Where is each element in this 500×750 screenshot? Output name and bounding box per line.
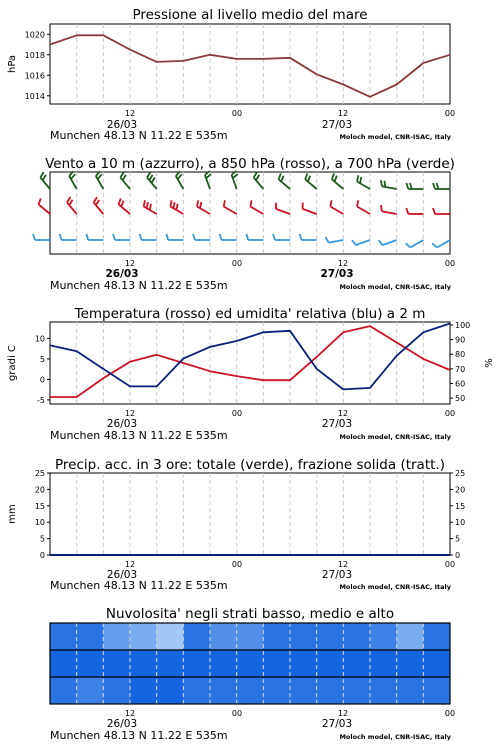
wind-barb-10m bbox=[300, 234, 317, 240]
cloud-title: Nuvolosita' negli strati basso, medio e alto bbox=[105, 606, 395, 622]
y-tick-label: 60 bbox=[455, 379, 466, 389]
y-tick-label: 10 bbox=[34, 518, 45, 528]
cloud-cell bbox=[290, 623, 317, 650]
wind-barb-700hpa bbox=[147, 172, 157, 189]
cloud-cell bbox=[343, 650, 370, 677]
wind-barb-feather bbox=[256, 175, 259, 180]
wind-barb-feather bbox=[432, 243, 437, 247]
wind-barb-700hpa bbox=[332, 173, 343, 189]
wind-barb-feather bbox=[233, 174, 238, 178]
y-tick-label: 100 bbox=[455, 320, 471, 330]
pressure-x-tick-label: 00 bbox=[444, 109, 456, 118]
cloud-cell bbox=[343, 623, 370, 650]
wind-barb-shaft bbox=[356, 240, 370, 245]
pressure-title: Pressione al livello medio del mare bbox=[132, 7, 368, 23]
wind-barb-feather bbox=[197, 200, 198, 206]
wind-barb-feather bbox=[33, 234, 35, 240]
humidity-y-axis-label: % bbox=[484, 358, 495, 368]
wind-barb-850hpa bbox=[119, 198, 130, 214]
cloud-cell bbox=[77, 677, 104, 704]
pressure-plot-frame bbox=[50, 24, 450, 104]
cloud-cell bbox=[237, 677, 264, 704]
wind-barb-feather bbox=[300, 234, 302, 240]
wind-date-label: 26/03 bbox=[105, 268, 139, 280]
y-tick-label: 5 bbox=[39, 534, 45, 544]
pressure-gridlines bbox=[77, 24, 424, 104]
cloud-cell bbox=[157, 677, 184, 704]
wind-barb-850hpa bbox=[303, 203, 317, 214]
wind-barb-10m bbox=[166, 234, 183, 240]
pressure-x-tick-label: 12 bbox=[124, 109, 136, 118]
wind-barb-feather bbox=[206, 174, 211, 178]
wind-barb-feather bbox=[96, 200, 99, 205]
cloud-cell bbox=[397, 677, 424, 704]
wind-barb-feather bbox=[332, 173, 334, 179]
precipitation-x-tick-label: 00 bbox=[231, 560, 243, 569]
temperature-date-label: 27/03 bbox=[321, 418, 353, 430]
wind-barb-850hpa bbox=[250, 200, 263, 214]
cloud-credit-label: Moloch model, CNR-ISAC, Italy bbox=[339, 733, 451, 741]
wind-barb-shaft bbox=[329, 240, 344, 243]
wind-barb-feather bbox=[86, 234, 88, 240]
pressure-line bbox=[50, 35, 450, 97]
y-tick-label: 5 bbox=[455, 534, 461, 544]
y-tick-label: -5 bbox=[37, 395, 45, 405]
wind-barb-700hpa bbox=[96, 171, 104, 189]
y-tick-label: 10 bbox=[34, 334, 45, 344]
wind-barb-shaft bbox=[40, 178, 50, 189]
cloud-cell bbox=[103, 650, 130, 677]
temperature-x-tick-label: 00 bbox=[231, 409, 243, 418]
wind-barb-feather bbox=[173, 202, 174, 208]
cloud-cell bbox=[370, 677, 397, 704]
wind-barb-feather bbox=[98, 174, 102, 179]
wind-barb-feather bbox=[147, 202, 148, 208]
pressure-y-axis-label: hPa bbox=[7, 54, 18, 74]
wind-x-tick-label: 00 bbox=[231, 259, 243, 268]
precipitation-x-axis bbox=[107, 560, 455, 581]
precipitation-plot-frame bbox=[50, 473, 450, 555]
wind-barb-feather bbox=[200, 202, 201, 208]
wind-barb-feather bbox=[121, 201, 123, 207]
wind-barb-feather bbox=[250, 200, 251, 206]
wind-barb-10m bbox=[432, 240, 450, 248]
pressure-y-ticks bbox=[25, 30, 50, 101]
wind-barb-shaft bbox=[279, 179, 290, 189]
wind-barb-feather bbox=[149, 175, 152, 180]
pressure-station-label: Munchen 48.13 N 11.22 E 535m bbox=[50, 129, 228, 142]
wind-barb-10m bbox=[220, 234, 237, 240]
cloud-cell bbox=[183, 623, 210, 650]
wind-barb-10m bbox=[193, 234, 210, 240]
precipitation-credit-label: Moloch model, CNR-ISAC, Italy bbox=[339, 583, 451, 591]
cloud-cell bbox=[397, 650, 424, 677]
wind-barb-shaft bbox=[94, 203, 104, 214]
wind-barb-feather bbox=[352, 240, 356, 245]
cloud-cell bbox=[50, 677, 77, 704]
wind-date-label: 27/03 bbox=[320, 268, 354, 280]
temperature-humidity-series bbox=[50, 324, 450, 398]
wind-barb-feather bbox=[406, 183, 408, 189]
cloud-cell bbox=[183, 650, 210, 677]
wind-credit-label: Moloch model, CNR-ISAC, Italy bbox=[339, 283, 451, 291]
y-tick-label: 25 bbox=[455, 469, 466, 478]
wind-barb-850hpa bbox=[170, 200, 183, 214]
cloud-cell bbox=[103, 677, 130, 704]
y-tick-label: 1016 bbox=[24, 71, 45, 81]
wind-barb-feather bbox=[67, 197, 70, 202]
wind-barb-feather bbox=[224, 200, 225, 206]
wind-barb-feather bbox=[94, 197, 97, 202]
temperature-y-axis-label: gradi C bbox=[7, 345, 18, 381]
wind-barbs bbox=[33, 171, 450, 248]
wind-barb-feather bbox=[381, 205, 382, 211]
cloud-cell bbox=[317, 677, 344, 704]
cloud-station-label: Munchen 48.13 N 11.22 E 535m bbox=[50, 729, 228, 742]
wind-barb-feather bbox=[193, 234, 195, 240]
wind-barb-feather bbox=[152, 177, 155, 182]
precipitation-panel bbox=[7, 457, 465, 592]
wind-panel bbox=[33, 156, 455, 292]
cloud-cell bbox=[210, 650, 237, 677]
cloud-cell bbox=[290, 650, 317, 677]
cloud-cell bbox=[263, 623, 290, 650]
y-tick-label: 1018 bbox=[24, 50, 45, 60]
wind-barb-feather bbox=[39, 198, 41, 204]
wind-barb-shaft bbox=[383, 240, 397, 245]
cloud-cell bbox=[130, 650, 157, 677]
cloud-cell bbox=[237, 650, 264, 677]
wind-barb-shaft bbox=[147, 178, 157, 189]
wind-barb-shaft bbox=[197, 207, 210, 215]
wind-barb-feather bbox=[433, 183, 435, 189]
wind-x-tick-label: 12 bbox=[337, 259, 349, 268]
wind-barb-850hpa bbox=[144, 200, 157, 214]
temperature-station-label: Munchen 48.13 N 11.22 E 535m bbox=[50, 429, 228, 442]
cloud-cell bbox=[77, 623, 104, 650]
wind-barb-shaft bbox=[357, 182, 370, 190]
humidity-line bbox=[50, 324, 450, 390]
cloud-cell bbox=[237, 623, 264, 650]
precipitation-title: Precip. acc. in 3 ore: totale (verde), frazione solida (tratt.) bbox=[55, 457, 445, 473]
wind-barb-700hpa bbox=[69, 171, 77, 189]
wind-barb-feather bbox=[123, 175, 126, 180]
wind-x-tick-label: 00 bbox=[444, 259, 456, 268]
cloud-cell bbox=[290, 677, 317, 704]
wind-barb-shaft bbox=[382, 186, 397, 189]
wind-barb-850hpa bbox=[433, 208, 450, 214]
wind-barb-10m bbox=[113, 234, 130, 240]
temperature-x-tick-label: 00 bbox=[444, 409, 456, 418]
precipitation-y-ticks bbox=[35, 469, 50, 560]
cloud-date-label: 26/03 bbox=[106, 718, 138, 730]
wind-barb-feather bbox=[43, 175, 46, 180]
wind-barb-feather bbox=[147, 172, 150, 177]
wind-station-label: Munchen 48.13 N 11.22 E 535m bbox=[50, 279, 228, 292]
temperature-x-axis bbox=[107, 409, 455, 430]
precipitation-x-tick-label: 12 bbox=[124, 560, 136, 569]
wind-barb-10m bbox=[246, 234, 263, 240]
y-tick-label: 5 bbox=[39, 354, 45, 364]
wind-barb-shaft bbox=[410, 240, 423, 248]
temperature-y-ticks bbox=[35, 334, 50, 405]
wind-barb-feather bbox=[406, 208, 408, 214]
cloud-cell bbox=[130, 677, 157, 704]
wind-barb-700hpa bbox=[279, 173, 290, 189]
wind-barb-shaft bbox=[437, 240, 450, 248]
y-tick-label: 90 bbox=[455, 335, 466, 345]
wind-barb-feather bbox=[384, 181, 385, 187]
y-tick-label: 15 bbox=[34, 501, 45, 511]
wind-barb-feather bbox=[69, 200, 72, 205]
wind-barb-feather bbox=[246, 234, 248, 240]
wind-barb-feather bbox=[71, 174, 75, 179]
wind-x-axis bbox=[105, 259, 455, 280]
y-tick-label: 70 bbox=[455, 364, 466, 374]
precipitation-date-label: 27/03 bbox=[321, 569, 353, 581]
cloud-cell bbox=[210, 623, 237, 650]
wind-barb-10m bbox=[86, 234, 103, 240]
wind-barb-feather bbox=[279, 173, 281, 179]
wind-barb-10m bbox=[406, 240, 424, 248]
wind-barb-feather bbox=[220, 234, 222, 240]
wind-barb-feather bbox=[281, 176, 283, 182]
wind-barb-10m bbox=[33, 234, 50, 240]
y-tick-label: 1014 bbox=[24, 91, 45, 101]
cloud-x-tick-label: 00 bbox=[231, 709, 243, 718]
precipitation-x-tick-label: 00 bbox=[444, 560, 456, 569]
cloud-cell bbox=[50, 650, 77, 677]
wind-barb-feather bbox=[170, 200, 171, 206]
wind-barb-feather bbox=[140, 234, 142, 240]
cloud-cell bbox=[130, 623, 157, 650]
pressure-x-axis bbox=[107, 109, 455, 131]
wind-barb-feather bbox=[406, 243, 411, 247]
wind-barb-850hpa bbox=[357, 200, 370, 214]
cloud-cell bbox=[103, 623, 130, 650]
cloud-cell bbox=[423, 677, 450, 704]
temperature-credit-label: Moloch model, CNR-ISAC, Italy bbox=[339, 433, 451, 441]
wind-barb-feather bbox=[254, 172, 257, 177]
wind-barb-700hpa bbox=[381, 180, 397, 189]
wind-barb-shaft bbox=[332, 179, 343, 189]
cloud-cell bbox=[317, 623, 344, 650]
pressure-credit-label: Moloch model, CNR-ISAC, Italy bbox=[339, 133, 451, 141]
wind-barb-10m bbox=[140, 234, 157, 240]
precipitation-right-y-ticks bbox=[450, 469, 465, 560]
y-tick-label: 0 bbox=[455, 551, 461, 560]
wind-barb-700hpa bbox=[176, 171, 184, 189]
cloud-x-tick-label: 12 bbox=[124, 709, 136, 718]
wind-barb-700hpa bbox=[120, 172, 130, 189]
cloud-cell bbox=[370, 650, 397, 677]
y-tick-label: 20 bbox=[34, 485, 45, 495]
wind-barb-feather bbox=[326, 237, 329, 243]
cloud-x-tick-label: 12 bbox=[337, 709, 349, 718]
y-tick-label: 80 bbox=[455, 350, 466, 360]
temperature-title: Temperatura (rosso) ed umidita' relativa (blu) a 2 m bbox=[74, 306, 426, 322]
wind-barb-850hpa bbox=[276, 203, 290, 214]
cloud-cell bbox=[397, 623, 424, 650]
humidity-y-ticks bbox=[450, 321, 470, 403]
wind-barb-700hpa bbox=[40, 172, 50, 189]
wind-barb-shaft bbox=[357, 207, 370, 215]
y-tick-label: 20 bbox=[455, 485, 466, 495]
wind-barb-feather bbox=[166, 234, 168, 240]
pressure-x-tick-label: 00 bbox=[231, 109, 243, 118]
wind-barb-feather bbox=[120, 172, 123, 177]
wind-barb-feather bbox=[381, 180, 382, 186]
temperature-panel bbox=[7, 306, 495, 442]
wind-barb-feather bbox=[273, 234, 275, 240]
wind-barb-850hpa bbox=[197, 200, 210, 214]
pressure-date-label: 26/03 bbox=[106, 119, 138, 131]
wind-title: Vento a 10 m (azzurro), a 850 hPa (rosso), a 700 hPa (verde) bbox=[45, 156, 455, 172]
cloud-cell bbox=[157, 623, 184, 650]
wind-barb-shaft bbox=[254, 178, 264, 189]
wind-barb-shaft bbox=[250, 207, 263, 215]
wind-barb-10m bbox=[273, 234, 290, 240]
wind-barb-feather bbox=[60, 234, 62, 240]
y-tick-label: 0 bbox=[39, 551, 45, 560]
precipitation-gridlines bbox=[77, 473, 424, 555]
y-tick-label: 50 bbox=[455, 394, 466, 404]
precipitation-station-label: Munchen 48.13 N 11.22 E 535m bbox=[50, 579, 228, 592]
wind-barb-feather bbox=[335, 176, 337, 182]
wind-barb-feather bbox=[113, 234, 115, 240]
cloud-x-axis bbox=[107, 709, 455, 730]
wind-barb-10m bbox=[60, 234, 77, 240]
wind-barb-10m bbox=[326, 237, 344, 243]
wind-barb-shaft bbox=[119, 204, 130, 214]
cloud-cell bbox=[423, 623, 450, 650]
wind-barb-feather bbox=[40, 172, 43, 177]
temperature-date-label: 26/03 bbox=[106, 418, 138, 430]
cloud-cell bbox=[263, 650, 290, 677]
wind-barb-feather bbox=[308, 176, 310, 182]
cloud-cell bbox=[183, 677, 210, 704]
wind-barb-feather bbox=[176, 204, 177, 210]
wind-barb-shaft bbox=[382, 211, 397, 214]
wind-barb-850hpa bbox=[406, 208, 423, 214]
cloud-cell bbox=[343, 677, 370, 704]
pressure-x-tick-label: 12 bbox=[337, 109, 349, 118]
y-tick-label: 10 bbox=[455, 518, 466, 528]
temperature-x-tick-label: 12 bbox=[337, 409, 349, 418]
wind-barb-feather bbox=[150, 204, 151, 210]
y-tick-label: 0 bbox=[39, 375, 45, 385]
wind-barb-10m bbox=[352, 240, 370, 245]
cloud-x-tick-label: 00 bbox=[444, 709, 456, 718]
wind-barb-feather bbox=[330, 200, 331, 206]
temperature-x-tick-label: 12 bbox=[124, 409, 136, 418]
wind-barb-feather bbox=[360, 177, 361, 183]
cloud-cell bbox=[77, 650, 104, 677]
wind-barb-10m bbox=[379, 240, 397, 245]
wind-barb-feather bbox=[357, 175, 358, 181]
wind-barb-700hpa bbox=[406, 183, 423, 189]
cloud-cell bbox=[50, 623, 77, 650]
wind-x-tick-label: 12 bbox=[124, 259, 136, 268]
y-tick-label: 1020 bbox=[24, 30, 45, 40]
wind-barb-feather bbox=[305, 173, 307, 179]
wind-barb-shaft bbox=[330, 207, 343, 215]
precipitation-y-axis-label: mm bbox=[7, 504, 18, 524]
cloud-cell bbox=[423, 650, 450, 677]
wind-barb-shaft bbox=[276, 209, 290, 214]
wind-barb-shaft bbox=[303, 209, 317, 214]
wind-barb-feather bbox=[144, 200, 145, 206]
wind-barb-shaft bbox=[39, 204, 50, 214]
wind-barb-700hpa bbox=[305, 173, 316, 189]
pressure-series bbox=[50, 35, 450, 97]
pressure-panel bbox=[7, 7, 455, 142]
cloud-cell bbox=[370, 623, 397, 650]
wind-barb-850hpa bbox=[94, 197, 104, 214]
wind-barb-feather bbox=[433, 208, 435, 214]
cloud-heatmap bbox=[50, 623, 451, 704]
wind-barb-850hpa bbox=[381, 205, 397, 214]
pressure-date-label: 27/03 bbox=[321, 119, 353, 131]
wind-barb-850hpa bbox=[224, 200, 237, 214]
cloud-cell bbox=[157, 650, 184, 677]
y-tick-label: 25 bbox=[34, 469, 45, 478]
wind-barb-feather bbox=[178, 174, 182, 179]
wind-barb-700hpa bbox=[433, 183, 450, 189]
wind-barb-700hpa bbox=[254, 172, 264, 189]
cloud-date-label: 27/03 bbox=[321, 718, 353, 730]
wind-barb-850hpa bbox=[67, 197, 77, 214]
wind-barb-shaft bbox=[305, 179, 316, 189]
cloud-panel bbox=[50, 606, 455, 742]
wind-barb-feather bbox=[357, 200, 358, 206]
cloud-cell bbox=[263, 677, 290, 704]
precipitation-x-tick-label: 12 bbox=[337, 560, 349, 569]
precipitation-date-label: 26/03 bbox=[106, 569, 138, 581]
cloud-cell bbox=[210, 677, 237, 704]
y-tick-label: 15 bbox=[455, 501, 466, 511]
wind-barb-shaft bbox=[67, 203, 77, 214]
wind-barb-850hpa bbox=[39, 198, 50, 214]
cloud-cell bbox=[317, 650, 344, 677]
wind-barb-feather bbox=[119, 198, 121, 204]
wind-barb-shaft bbox=[120, 178, 130, 189]
wind-barb-700hpa bbox=[357, 175, 370, 189]
wind-barb-850hpa bbox=[330, 200, 343, 214]
wind-barb-feather bbox=[379, 240, 383, 245]
wind-barb-shaft bbox=[224, 207, 237, 215]
